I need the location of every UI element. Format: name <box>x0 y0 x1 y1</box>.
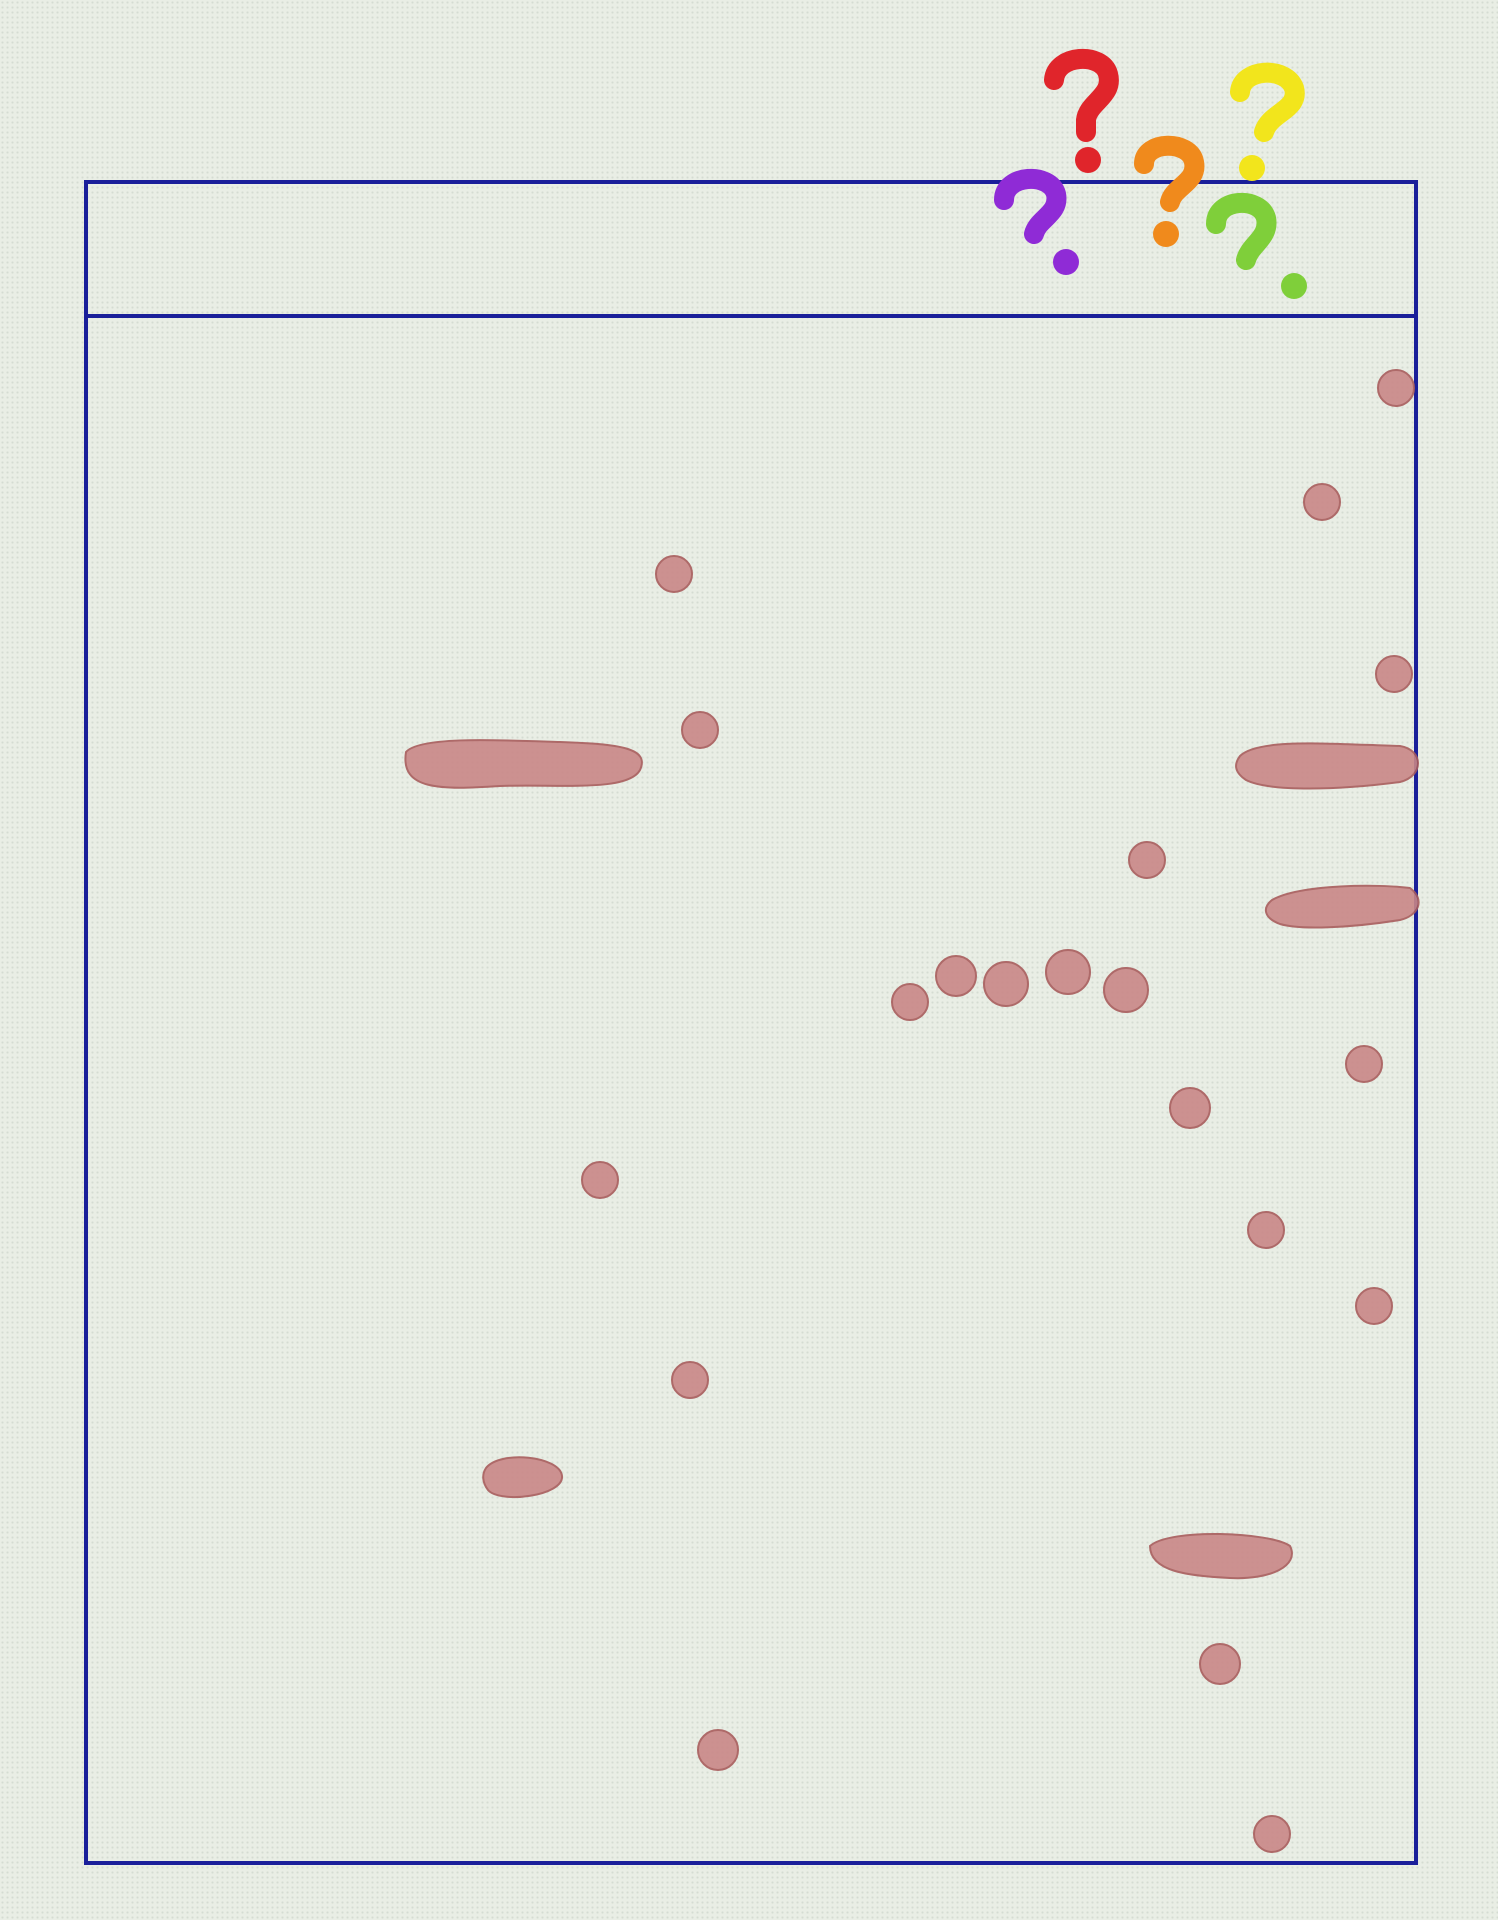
worksheet-table <box>84 180 1418 1865</box>
question-mark-icon <box>1144 146 1194 247</box>
question-mark-icon <box>1004 179 1079 275</box>
question-marks-cluster <box>994 48 1344 318</box>
question-mark-icon <box>1216 203 1307 299</box>
question-mark-icon <box>1054 59 1109 173</box>
question-mark-icon <box>1239 73 1295 181</box>
